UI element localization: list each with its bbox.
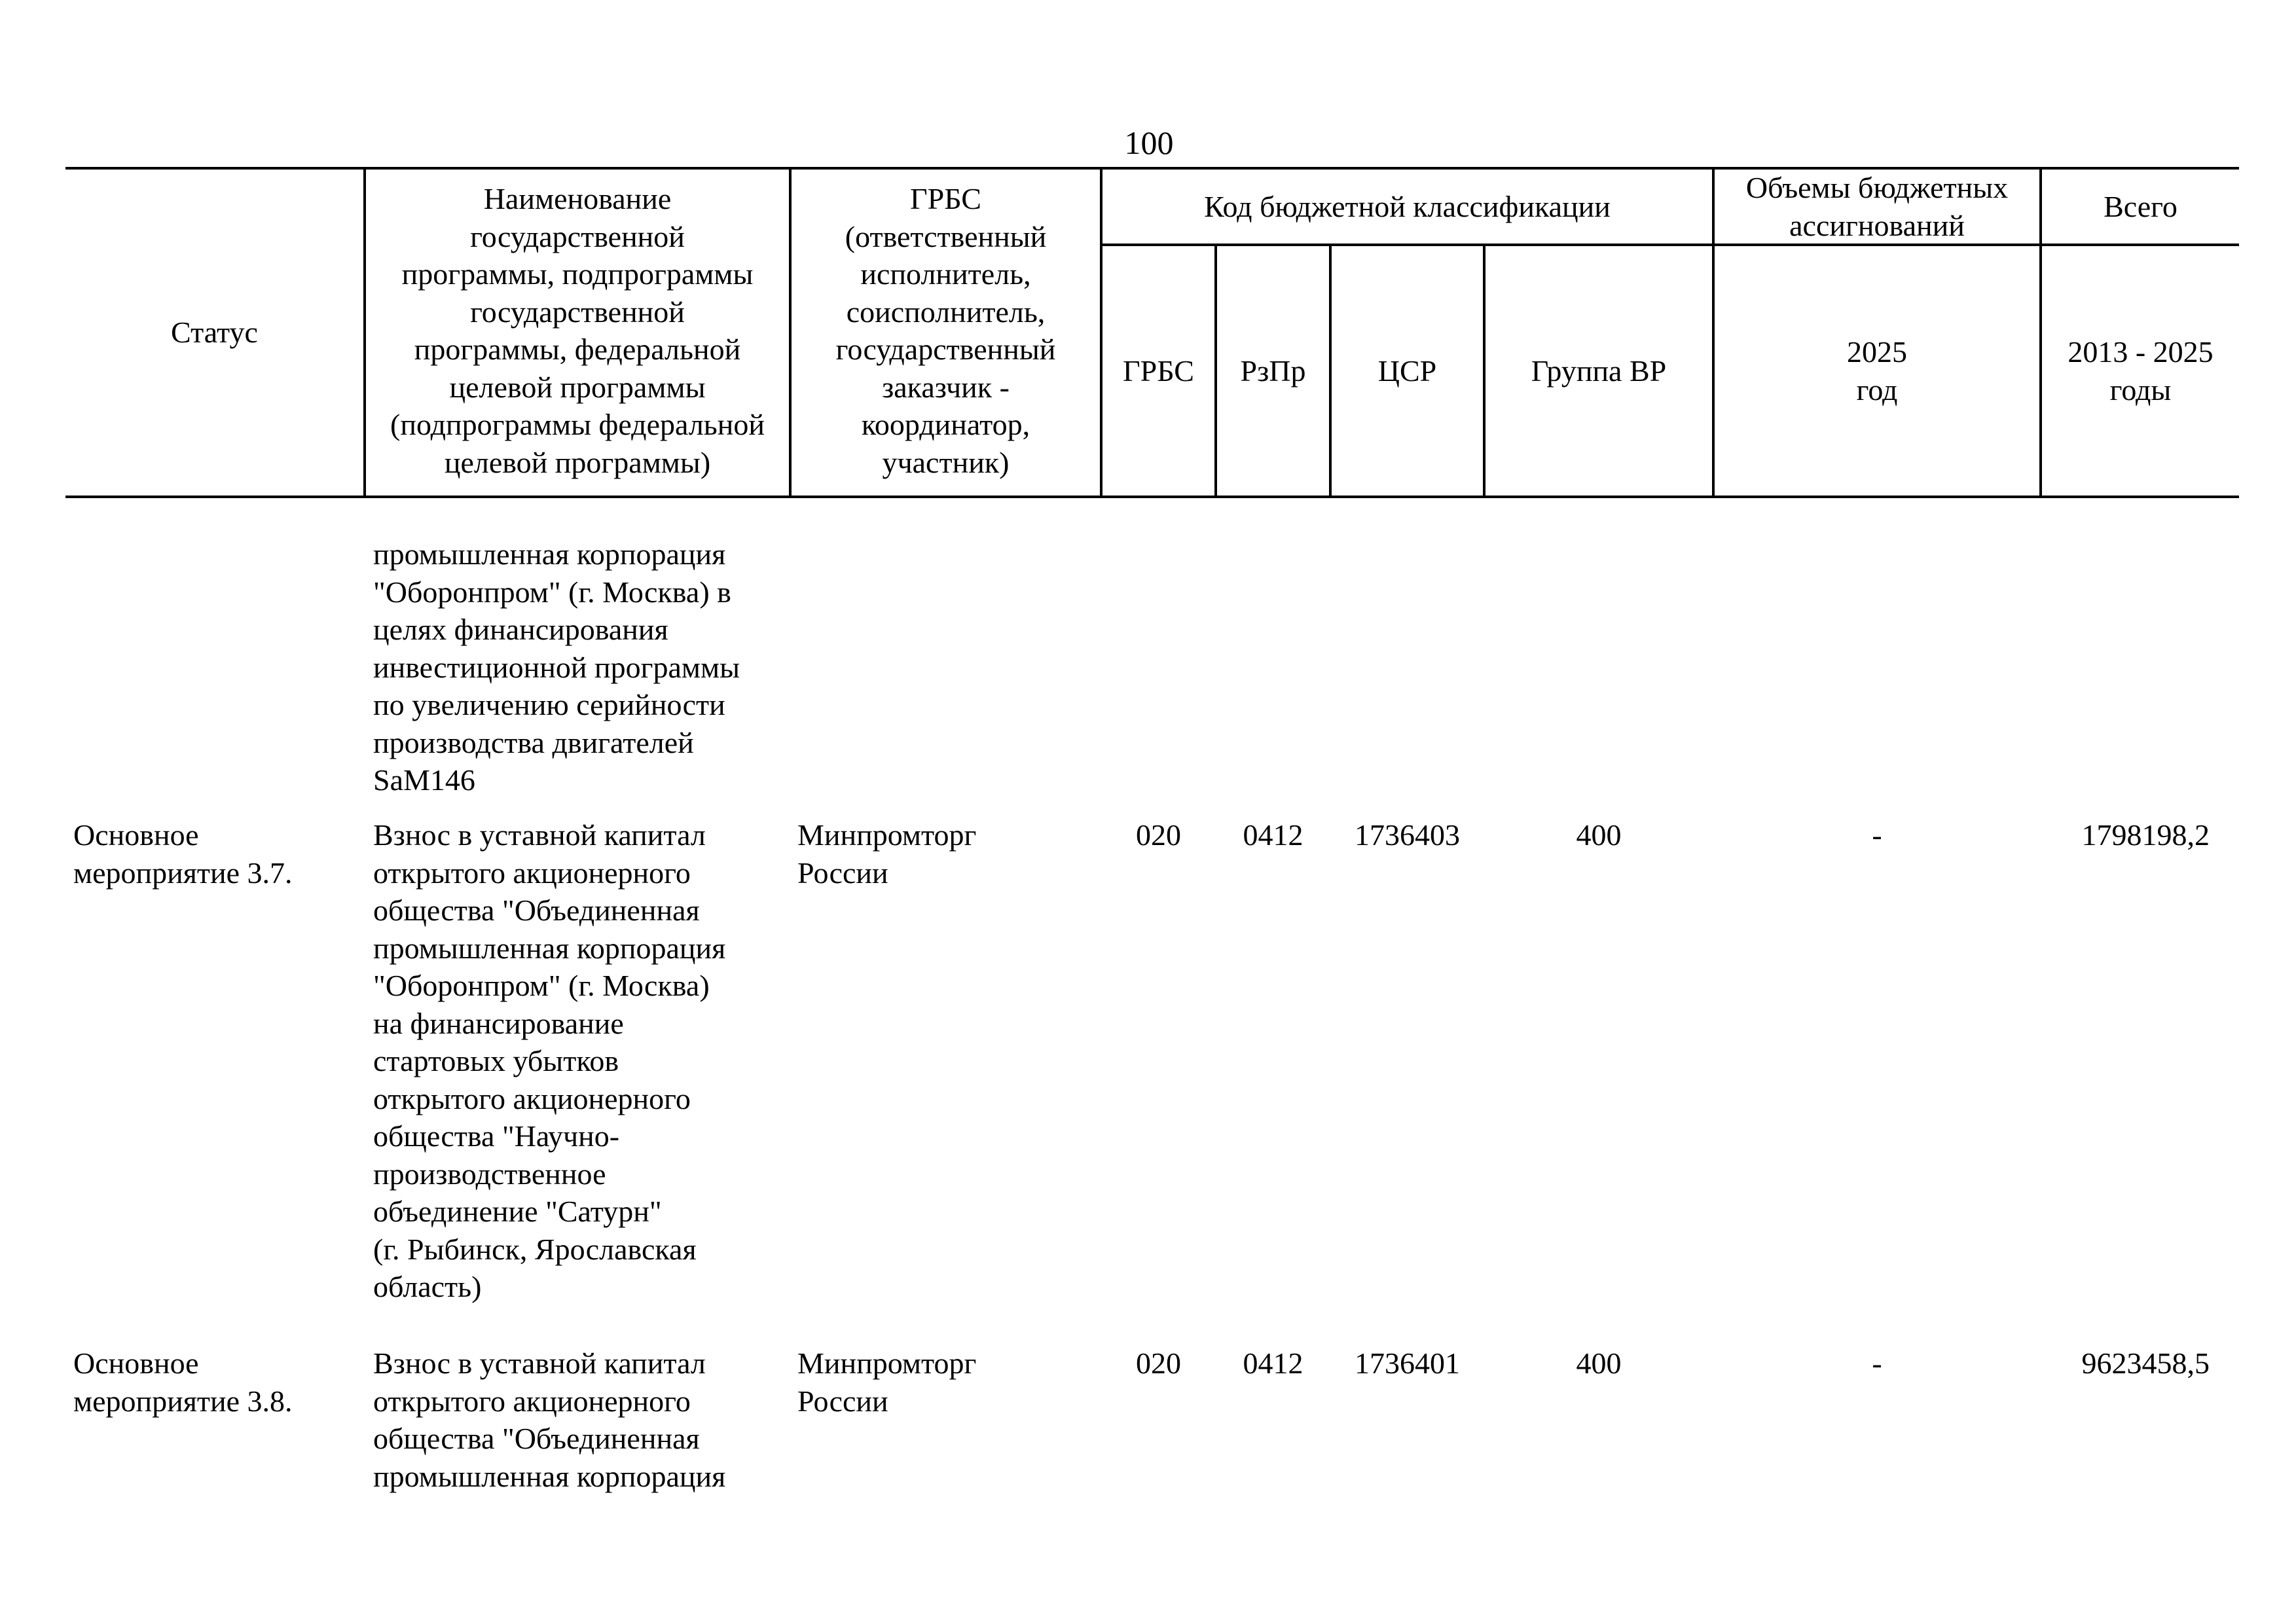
header-volumes-group: Объемы бюджетных ассигнований — [1745, 171, 2009, 242]
row-3-7-group-vr: 400 — [1576, 818, 1622, 852]
continuation-text: промышленная корпорация "Оборонпром" (г. Москва) в целях финансирования инвестиционной программы по увеличению серийности производства двигателей SaM146 — [373, 537, 740, 797]
header-group-vr: Группа ВР — [1531, 353, 1667, 388]
row-3-7-grbs-responsible: Минпромторг России — [797, 818, 977, 890]
row-3-8-rzpr: 0412 — [1243, 1346, 1303, 1380]
row-3-7-year-2025: - — [1872, 818, 1882, 852]
header-csr: ЦСР — [1377, 353, 1437, 388]
row-3-8-total: 9623458,5 — [2081, 1346, 2210, 1380]
page-number: 100 — [1124, 124, 1174, 161]
header-grbs: ГРБС — [1123, 353, 1194, 388]
header-total-group: Всего — [2104, 189, 2178, 223]
header-bottom-border — [65, 496, 2239, 498]
header-years-total: 2013 - 2025 годы — [2068, 335, 2214, 406]
header-status: Статус — [171, 316, 258, 350]
row-3-8-year-2025: - — [1872, 1346, 1882, 1380]
row-3-7-csr: 1736403 — [1355, 818, 1460, 852]
row-3-7-rzpr: 0412 — [1243, 818, 1303, 852]
row-3-7-total: 1798198,2 — [2081, 818, 2210, 852]
header-rzpr: РзПр — [1240, 353, 1306, 388]
row-3-8-group-vr: 400 — [1576, 1346, 1622, 1380]
header-year-2025: 2025 год — [1847, 335, 1907, 406]
row-3-7-grbs: 020 — [1136, 818, 1181, 852]
row-3-8-status: Основное мероприятие 3.8. — [73, 1346, 293, 1418]
header-program-name: Наименование государственной программы, подпрограммы государственной программы, федеральной целевой программы (подпрограммы федеральной целевой программы) — [390, 182, 765, 479]
header-budget-code-group: Код бюджетной классификации — [1204, 189, 1611, 223]
row-3-8-csr: 1736401 — [1355, 1346, 1460, 1380]
row-3-8-grbs: 020 — [1136, 1346, 1181, 1380]
row-3-7-name: Взнос в уставной капитал открытого акционерного общества "Объединенная промышленная корпорация "Оборонпром" (г. Москва) на финансирование стартовых убытков открытого акционерного общества "Научно- производственное объединение "Сатурн" (г. Рыбинск, Ярославская область) — [373, 818, 726, 1303]
header-grbs-responsible: ГРБС (ответственный исполнитель, соисполнитель, государственный заказчик - координатор, участник) — [835, 182, 1056, 479]
row-3-8-name: Взнос в уставной капитал открытого акционерного общества "Объединенная промышленная корпорация — [373, 1346, 726, 1493]
row-3-7-status: Основное мероприятие 3.7. — [73, 818, 293, 890]
row-3-8-grbs-responsible: Минпромторг России — [797, 1346, 977, 1418]
